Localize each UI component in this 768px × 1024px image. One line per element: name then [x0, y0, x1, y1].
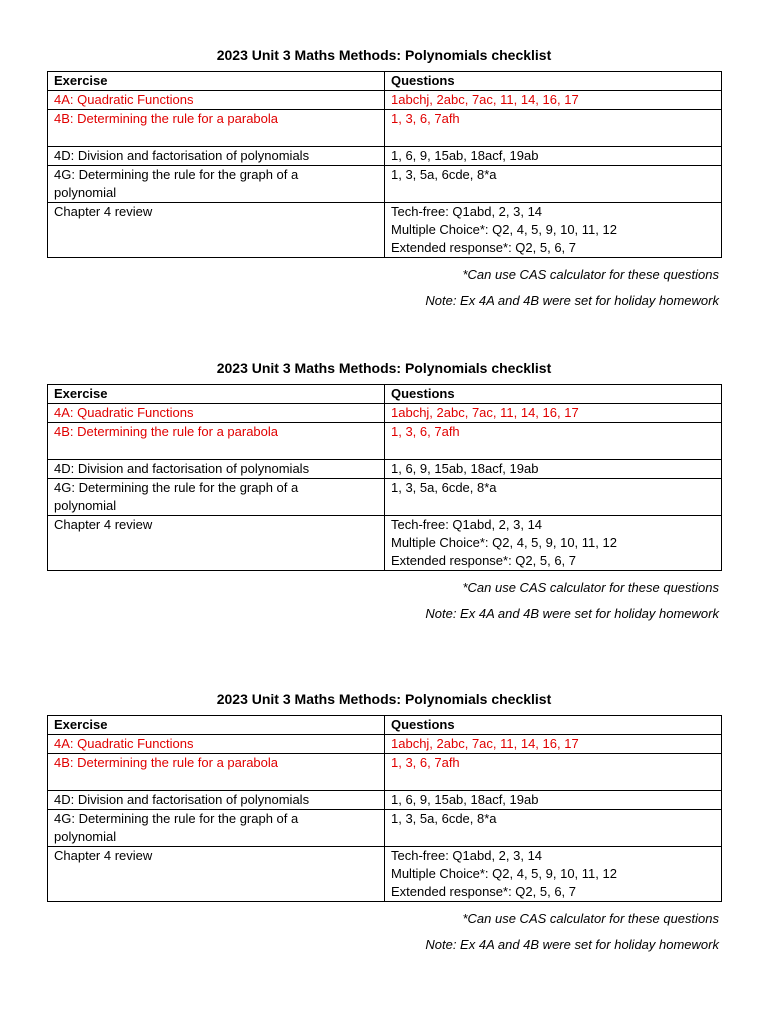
exercise-text: 4D: Division and factorisation of polynomials: [54, 461, 310, 476]
table-row-4b: [48, 110, 722, 147]
questions-text: 1, 6, 9, 15ab, 18acf, 19ab: [391, 148, 539, 163]
note-cas: *Can use CAS calculator for these questions: [462, 911, 719, 926]
header-exercise: Exercise: [48, 716, 385, 735]
table-row-4g: [48, 479, 722, 516]
note-cas: *Can use CAS calculator for these questions: [462, 267, 719, 282]
exercise-text: 4G: Determining the rule for the graph of a: [54, 811, 299, 826]
questions-tech-free: Tech-free: Q1abd, 2, 3, 14: [391, 204, 543, 219]
questions-cell: [385, 847, 722, 902]
questions-cell: [385, 404, 722, 423]
questions-cell: [385, 203, 722, 258]
note-holiday: Note: Ex 4A and 4B were set for holiday homework: [425, 293, 719, 308]
questions-cell: [385, 423, 722, 460]
table-row-4b: [48, 754, 722, 791]
questions-text: 1, 3, 5a, 6cde, 8*a: [391, 811, 497, 826]
checklist-3: [47, 689, 721, 954]
questions-tech-free: Tech-free: Q1abd, 2, 3, 14: [391, 848, 543, 863]
exercise-text: 4B: Determining the rule for a parabola: [54, 111, 279, 126]
exercise-text-continued: polynomial: [54, 498, 117, 513]
table-header-row: [48, 385, 722, 404]
exercise-cell: [48, 810, 385, 847]
exercise-text: 4A: Quadratic Functions: [54, 92, 194, 107]
questions-cell: [385, 479, 722, 516]
table-header-row: [48, 716, 722, 735]
questions-text: 1abchj, 2abc, 7ac, 11, 14, 16, 17: [391, 736, 579, 751]
questions-text: 1, 3, 6, 7afh: [391, 755, 460, 770]
questions-multiple-choice: Multiple Choice*: Q2, 4, 5, 9, 10, 11, 12: [391, 535, 617, 550]
header-exercise: Exercise: [48, 385, 385, 404]
exercise-text: 4G: Determining the rule for the graph of a: [54, 480, 299, 495]
exercise-text: Chapter 4 review: [54, 848, 153, 863]
table-row-4d: [48, 147, 722, 166]
header-questions: Questions: [385, 72, 722, 91]
table-row-4g: [48, 810, 722, 847]
questions-text: 1, 3, 5a, 6cde, 8*a: [391, 480, 497, 495]
checklist-table: [47, 71, 722, 258]
checklist-title: 2023 Unit 3 Maths Methods: Polynomials checklist: [216, 47, 552, 63]
questions-extended-response: Extended response*: Q2, 5, 6, 7: [391, 884, 577, 899]
checklist-table: [47, 715, 722, 902]
table-row-chapter-review: [48, 203, 722, 258]
table-row-chapter-review: [48, 516, 722, 571]
exercise-cell: [48, 203, 385, 258]
exercise-text: Chapter 4 review: [54, 204, 153, 219]
header-questions: Questions: [385, 716, 722, 735]
questions-cell: [385, 147, 722, 166]
exercise-cell: [48, 147, 385, 166]
exercise-cell: [48, 847, 385, 902]
questions-text: 1, 3, 5a, 6cde, 8*a: [391, 167, 497, 182]
exercise-text: 4A: Quadratic Functions: [54, 736, 194, 751]
questions-cell: [385, 460, 722, 479]
questions-multiple-choice: Multiple Choice*: Q2, 4, 5, 9, 10, 11, 12: [391, 866, 617, 881]
questions-text: 1abchj, 2abc, 7ac, 11, 14, 16, 17: [391, 92, 579, 107]
questions-text: 1, 6, 9, 15ab, 18acf, 19ab: [391, 461, 539, 476]
questions-extended-response: Extended response*: Q2, 5, 6, 7: [391, 240, 577, 255]
checklist-title: 2023 Unit 3 Maths Methods: Polynomials checklist: [216, 360, 552, 376]
exercise-text: Chapter 4 review: [54, 517, 153, 532]
table-row-4g: [48, 166, 722, 203]
table-header-row: [48, 72, 722, 91]
exercise-text: 4D: Division and factorisation of polynomials: [54, 148, 310, 163]
questions-tech-free: Tech-free: Q1abd, 2, 3, 14: [391, 517, 543, 532]
table-row-4a: [48, 404, 722, 423]
exercise-cell: [48, 460, 385, 479]
note-holiday: Note: Ex 4A and 4B were set for holiday homework: [425, 606, 719, 621]
questions-extended-response: Extended response*: Q2, 5, 6, 7: [391, 553, 577, 568]
questions-cell: [385, 810, 722, 847]
exercise-text: 4A: Quadratic Functions: [54, 405, 194, 420]
exercise-text-continued: polynomial: [54, 185, 117, 200]
checklist-1: [47, 45, 721, 310]
table-row-4b: [48, 423, 722, 460]
questions-text: 1, 3, 6, 7afh: [391, 424, 460, 439]
table-row-4d: [48, 460, 722, 479]
exercise-text: 4D: Division and factorisation of polynomials: [54, 792, 310, 807]
exercise-cell: [48, 166, 385, 203]
table-row-4a: [48, 91, 722, 110]
exercise-cell: [48, 423, 385, 460]
exercise-cell: [48, 479, 385, 516]
exercise-cell: [48, 91, 385, 110]
exercise-text: 4B: Determining the rule for a parabola: [54, 424, 279, 439]
table-row-4a: [48, 735, 722, 754]
exercise-cell: [48, 791, 385, 810]
checklist-2: [47, 358, 721, 623]
questions-cell: [385, 754, 722, 791]
exercise-cell: [48, 110, 385, 147]
questions-cell: [385, 791, 722, 810]
checklist-table: [47, 384, 722, 571]
table-row-4d: [48, 791, 722, 810]
questions-cell: [385, 516, 722, 571]
questions-text: 1, 3, 6, 7afh: [391, 111, 460, 126]
exercise-cell: [48, 516, 385, 571]
header-questions: Questions: [385, 385, 722, 404]
exercise-text: 4B: Determining the rule for a parabola: [54, 755, 279, 770]
questions-text: 1, 6, 9, 15ab, 18acf, 19ab: [391, 792, 539, 807]
exercise-cell: [48, 404, 385, 423]
note-holiday: Note: Ex 4A and 4B were set for holiday homework: [425, 937, 719, 952]
note-cas: *Can use CAS calculator for these questions: [462, 580, 719, 595]
questions-text: 1abchj, 2abc, 7ac, 11, 14, 16, 17: [391, 405, 579, 420]
exercise-cell: [48, 735, 385, 754]
exercise-text: 4G: Determining the rule for the graph of a: [54, 167, 299, 182]
questions-multiple-choice: Multiple Choice*: Q2, 4, 5, 9, 10, 11, 12: [391, 222, 617, 237]
questions-cell: [385, 110, 722, 147]
header-exercise: Exercise: [48, 72, 385, 91]
questions-cell: [385, 735, 722, 754]
exercise-cell: [48, 754, 385, 791]
questions-cell: [385, 91, 722, 110]
checklist-title: 2023 Unit 3 Maths Methods: Polynomials checklist: [216, 691, 552, 707]
table-row-chapter-review: [48, 847, 722, 902]
questions-cell: [385, 166, 722, 203]
exercise-text-continued: polynomial: [54, 829, 117, 844]
